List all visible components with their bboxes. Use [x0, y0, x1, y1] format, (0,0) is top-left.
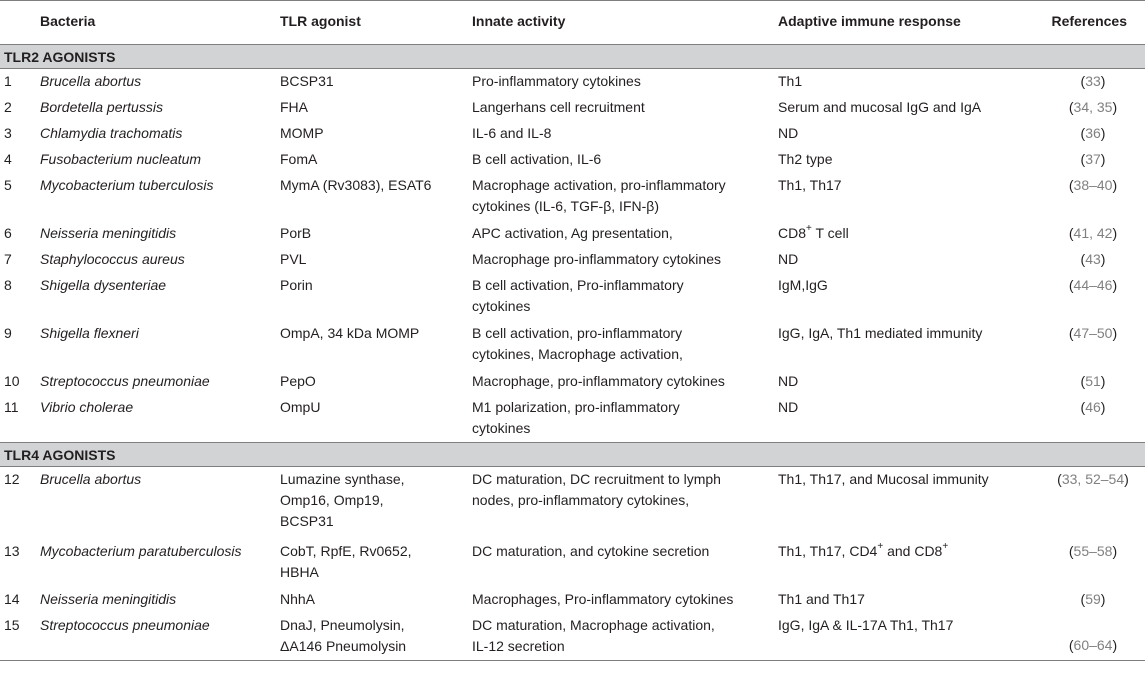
row-number: 15 — [4, 616, 20, 633]
references-cell: (36) — [1080, 124, 1106, 141]
innate-line: B cell activation, pro-inflammatory — [472, 324, 683, 341]
innate-activity: B cell activation, IL-6 — [472, 150, 602, 167]
references-cell: (34, 35) — [1068, 98, 1118, 115]
tlr-agonist: OmpU — [280, 398, 321, 415]
table-row — [0, 467, 1145, 539]
row-number: 9 — [4, 324, 12, 341]
tlr-agonist: FHA — [280, 98, 308, 115]
adaptive-response: Serum and mucosal IgG and IgA — [778, 98, 982, 115]
tlr-agonist: FomA — [280, 150, 318, 167]
table-row — [0, 173, 1145, 221]
superscript-plus: + — [806, 222, 812, 234]
references-cell: (33, 52–54) — [1057, 471, 1129, 487]
adaptive-response: Th1 — [778, 73, 803, 89]
header-references: References — [1051, 13, 1127, 29]
innate-line: cytokines — [472, 297, 531, 314]
bacteria-name: Mycobacterium tuberculosis — [40, 176, 214, 193]
tlr-agonist — [278, 613, 470, 661]
references-cell: (60–64) — [1068, 637, 1118, 653]
reference-link[interactable]: 34, 35 — [1073, 98, 1113, 115]
tlr-agonist: OmpA, 34 kDa MOMP — [280, 324, 420, 341]
bacteria-name: Shigella flexneri — [40, 324, 139, 341]
row-number: 12 — [4, 471, 20, 487]
references-cell: (43) — [1080, 250, 1106, 267]
innate-line: nodes, pro-inflammatory cytokines, — [472, 492, 690, 508]
innate-activity: Langerhans cell recruitment — [472, 98, 645, 115]
table-header — [0, 1, 1145, 45]
references-cell: (37) — [1080, 150, 1106, 167]
innate-line: DC maturation, Macrophage activation, — [472, 616, 715, 633]
row-number: 8 — [4, 276, 12, 293]
bacteria-name: Shigella dysenteriae — [40, 276, 167, 293]
bacteria-name: Vibrio cholerae — [40, 398, 134, 415]
table-row — [0, 69, 1145, 95]
table-row — [0, 369, 1145, 395]
innate-activity — [470, 273, 776, 321]
reference-link[interactable]: 52–54 — [1085, 471, 1125, 487]
adaptive-response: ND — [778, 398, 799, 415]
adaptive-response — [776, 221, 1039, 247]
row-number: 5 — [4, 176, 12, 193]
references-cell: (33) — [1080, 73, 1106, 89]
innate-line: IL-12 secretion — [472, 637, 565, 654]
references-cell: (51) — [1080, 372, 1106, 389]
reference-link[interactable]: 60–64 — [1073, 637, 1113, 653]
innate-activity — [470, 173, 776, 221]
innate-activity: Pro-inflammatory cytokines — [472, 73, 641, 89]
innate-line: cytokines, Macrophage activation, — [472, 345, 683, 362]
reference-link[interactable]: 47–50 — [1073, 324, 1113, 341]
row-number: 3 — [4, 124, 12, 141]
table-row — [0, 221, 1145, 247]
row-number: 10 — [4, 372, 20, 389]
tlr-agonist: MymA (Rv3083), ESAT6 — [280, 176, 432, 193]
references-cell: (47–50) — [1068, 324, 1118, 341]
innate-activity: DC maturation, and cytokine secretion — [472, 542, 710, 559]
innate-line: cytokines (IL-6, TGF-β, IFN-β) — [472, 197, 659, 214]
row-number: 1 — [4, 73, 12, 89]
tlr-agonist: MOMP — [280, 124, 324, 141]
tlr-agonist: PepO — [280, 372, 316, 389]
reference-link[interactable]: 55–58 — [1073, 542, 1113, 559]
agonist-line: DnaJ, Pneumolysin, — [280, 616, 405, 633]
innate-activity — [470, 321, 776, 369]
tlr-agonist: PorB — [280, 224, 312, 241]
adaptive-response: ND — [778, 250, 799, 267]
table-row — [0, 95, 1145, 121]
reference-link[interactable]: 33, — [1061, 471, 1086, 487]
agonist-line: Omp16, Omp19, — [280, 492, 384, 508]
innate-activity: APC activation, Ag presentation, — [472, 224, 673, 241]
row-number: 14 — [4, 590, 20, 607]
innate-line: DC maturation, DC recruitment to lymph — [472, 471, 721, 487]
adaptive-response: ND — [778, 124, 799, 141]
table-row — [0, 395, 1145, 443]
tlr-agonist: BCSP31 — [280, 73, 334, 89]
agonist-line: BCSP31 — [280, 513, 334, 529]
agonist-line: CobT, RpfE, Rv0652, — [280, 542, 412, 559]
reference-link[interactable]: 33 — [1085, 73, 1101, 89]
reference-link[interactable]: 43 — [1085, 250, 1101, 267]
table-row — [0, 587, 1145, 613]
row-number: 6 — [4, 224, 12, 241]
adaptive-text: CD8 — [778, 224, 807, 241]
adaptive-response — [776, 539, 1039, 587]
bacteria-name: Fusobacterium nucleatum — [40, 150, 202, 167]
adaptive-response: IgG, IgA & IL-17A Th1, Th17 — [778, 616, 954, 633]
table-body — [0, 45, 1145, 661]
tlr-agonist — [278, 539, 470, 587]
reference-link[interactable]: 51 — [1085, 372, 1101, 389]
table-row — [0, 121, 1145, 147]
innate-activity — [470, 613, 776, 661]
bacteria-name: Streptococcus pneumoniae — [40, 372, 210, 389]
bacteria-name: Mycobacterium paratuberculosis — [40, 542, 242, 559]
innate-line: B cell activation, Pro-inflammatory — [472, 276, 684, 293]
innate-line: Macrophage activation, pro-inflammatory — [472, 176, 726, 193]
references-cell: (46) — [1080, 398, 1106, 415]
references-cell: (59) — [1080, 590, 1106, 607]
references-cell: (44–46) — [1068, 276, 1118, 293]
bacteria-name: Staphylococcus aureus — [40, 250, 185, 267]
adaptive-text: and CD8 — [883, 542, 943, 559]
adaptive-response: IgG, IgA, Th1 mediated immunity — [778, 324, 983, 341]
bacteria-name: Brucella abortus — [40, 73, 142, 89]
agonist-line: ΔA146 Pneumolysin — [280, 637, 407, 654]
row-number: 13 — [4, 542, 20, 559]
innate-activity: IL-6 and IL-8 — [472, 124, 552, 141]
header-innate-activity: Innate activity — [472, 13, 566, 29]
reference-link[interactable]: 41, 42 — [1073, 224, 1113, 241]
table-row — [0, 247, 1145, 273]
row-number: 11 — [4, 398, 19, 415]
section-title: TLR2 AGONISTS — [4, 48, 116, 65]
bacteria-name: Neisseria meningitidis — [40, 590, 177, 607]
adaptive-response: IgM,IgG — [778, 276, 828, 293]
references-cell: (38–40) — [1068, 176, 1118, 193]
bacteria-name: Chlamydia trachomatis — [40, 124, 183, 141]
table-row — [0, 539, 1145, 587]
innate-activity: Macrophages, Pro-inflammatory cytokines — [472, 590, 734, 607]
adaptive-response: Th1 and Th17 — [778, 590, 865, 607]
tlr-agonist: PVL — [280, 250, 307, 267]
superscript-plus: + — [877, 540, 884, 552]
adaptive-response: Th1, Th17, and Mucosal immunity — [778, 471, 989, 487]
innate-line: M1 polarization, pro-inflammatory — [472, 398, 680, 415]
reference-link[interactable]: 46 — [1085, 398, 1101, 415]
bacteria-name: Brucella abortus — [40, 471, 142, 487]
reference-link[interactable]: 59 — [1085, 590, 1101, 607]
section-row-tlr4 — [0, 443, 1145, 467]
adaptive-text: Th1, Th17, CD4 — [778, 542, 878, 559]
section-row-tlr2 — [0, 45, 1145, 69]
innate-activity — [470, 467, 776, 539]
bacteria-name: Streptococcus pneumoniae — [40, 616, 210, 633]
table-row — [0, 273, 1145, 321]
tlr-agonist: Porin — [280, 276, 313, 293]
bacteria-name: Bordetella pertussis — [40, 98, 163, 115]
reference-link[interactable]: 38–40 — [1073, 176, 1113, 193]
row-number: 2 — [4, 98, 12, 115]
row-number: 7 — [4, 250, 12, 267]
bacteria-name: Neisseria meningitidis — [40, 224, 177, 241]
tlr-agonist: NhhA — [280, 590, 316, 607]
table-row — [0, 321, 1145, 369]
tlr-agonist — [278, 467, 470, 539]
agonist-line: HBHA — [280, 563, 319, 580]
references-cell: (41, 42) — [1068, 224, 1118, 241]
reference-link[interactable]: 44–46 — [1073, 276, 1113, 293]
agonist-line: Lumazine synthase, — [280, 471, 405, 487]
table-row — [0, 147, 1145, 173]
header-adaptive-response: Adaptive immune response — [778, 13, 961, 29]
adaptive-response: Th1, Th17 — [778, 176, 842, 193]
references-cell: (55–58) — [1068, 542, 1118, 559]
adaptive-response: Th2 type — [778, 150, 833, 167]
row-number: 4 — [4, 150, 12, 167]
header-bacteria: Bacteria — [40, 13, 96, 29]
reference-link[interactable]: 36 — [1085, 124, 1101, 141]
adaptive-text: T cell — [811, 224, 849, 241]
table-row — [0, 613, 1145, 661]
header-num — [0, 1, 38, 45]
adaptive-response: ND — [778, 372, 799, 389]
innate-activity: Macrophage, pro-inflammatory cytokines — [472, 372, 725, 389]
innate-activity: Macrophage pro-inflammatory cytokines — [472, 250, 721, 267]
innate-activity — [470, 395, 776, 443]
innate-line: cytokines — [472, 419, 531, 436]
section-title: TLR4 AGONISTS — [4, 446, 116, 463]
superscript-plus: + — [942, 540, 949, 552]
reference-link[interactable]: 37 — [1085, 150, 1101, 167]
header-tlr-agonist: TLR agonist — [280, 13, 361, 29]
